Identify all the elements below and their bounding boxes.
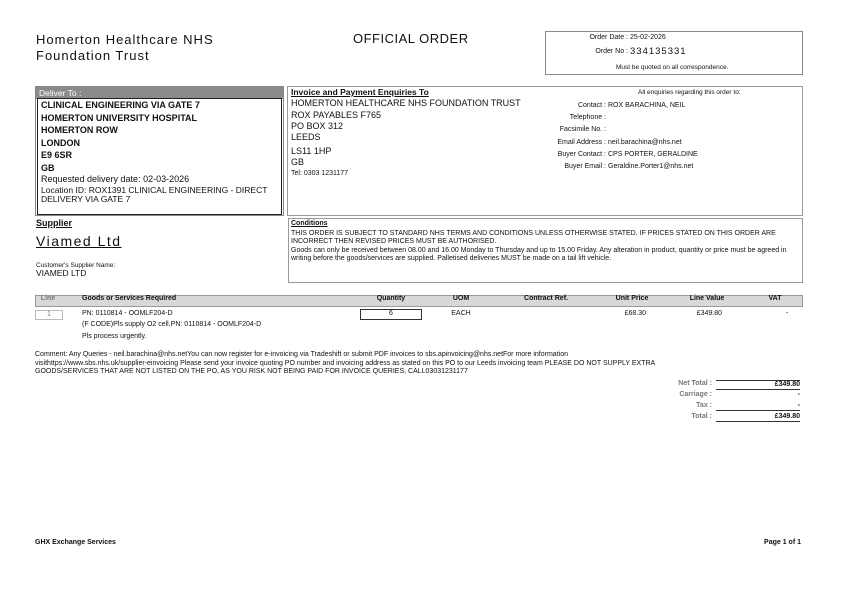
table-row-desc-3: Pls process urgently.: [82, 333, 147, 340]
total-label: Carriage :: [679, 391, 712, 398]
deliver-line: LONDON: [41, 137, 80, 148]
col-vat: VAT: [768, 295, 782, 302]
col-quantity: Quantity: [376, 295, 406, 302]
customer-supplier-name: VIAMED LTD: [36, 268, 87, 278]
enquiry-label: Email Address :: [557, 138, 606, 146]
enquiry-row: [528, 149, 798, 161]
table-row-desc-1: PN: 0110814 - OOMLF204-D: [82, 310, 173, 317]
totals: [620, 380, 801, 424]
deliver-line: HOMERTON UNIVERSITY HOSPITAL: [41, 112, 198, 123]
total-row: [620, 413, 801, 424]
enquiry-value: ROX BARACHINA, NEIL: [608, 102, 686, 109]
customer-supplier-label: Customer's Supplier Name:: [36, 262, 116, 269]
quote-note: Must be quoted on all correspondence.: [616, 64, 729, 71]
conditions-box: [288, 218, 803, 283]
total-value: -: [716, 402, 800, 411]
enquiry-row: [528, 137, 798, 149]
row-line-value: £349.80: [696, 310, 722, 317]
order-info-box: [545, 31, 803, 75]
col-line-value: Line Value: [689, 295, 725, 302]
enquiry-label: Facsimile No. :: [559, 126, 606, 134]
conditions-text-2: Goods can only be received between 08.00 and 16.00 Monday to Thursday and up to 15.00 Friday. Any alteration in product, quantity or price must be agreed in writing before the goods/services are supplied. Palletised deliveries MUST be made on a tail lift vehicle.: [291, 246, 787, 262]
enquiry-label: Telephone :: [569, 114, 606, 122]
footer-page-number: Page 1 of 1: [764, 539, 801, 546]
order-date-label: Order Date :: [589, 34, 628, 41]
order-number: 334135331: [630, 46, 687, 57]
deliver-line: HOMERTON ROW: [41, 125, 118, 135]
row-quantity: 6: [360, 309, 422, 320]
col-uom: UOM: [452, 295, 470, 302]
total-row: [620, 380, 801, 391]
enquiry-label: Buyer Email :: [564, 163, 606, 171]
enquiry-row: [528, 161, 798, 173]
enquiry-label: Buyer Contact :: [557, 150, 606, 158]
order-no-label: Order No :: [595, 48, 628, 55]
total-label: Tax :: [696, 402, 712, 409]
row-line-number: 1: [35, 310, 63, 320]
deliver-lines: [38, 99, 281, 174]
document-title: OFFICIAL ORDER: [353, 31, 469, 46]
conditions-text-1: THIS ORDER IS SUBJECT TO STANDARD NHS TERMS AND CONDITIONS UNLESS OTHERWISE STATED. IF PRICES STATED ON THIS ORDER ARE INCORRECT THEN REVISED PRICES MUST BE AUTHORISED.: [291, 229, 776, 245]
row-vat: -: [785, 310, 789, 317]
enquiry-row: [528, 100, 798, 112]
col-line: Line: [40, 295, 56, 302]
org-line-2: Foundation Trust: [36, 48, 150, 63]
enquiry-value: neil.barachina@nhs.net: [608, 138, 682, 146]
enquiries-header: All enquiries regarding this order to:: [638, 89, 741, 96]
conditions-header: Conditions: [291, 220, 328, 227]
org-line-1: Homerton Healthcare NHS: [36, 32, 214, 47]
deliver-line: E9 6SR: [41, 150, 73, 160]
col-unit-price: Unit Price: [615, 295, 649, 302]
enquiry-value: [606, 124, 608, 136]
total-value: -: [797, 391, 800, 398]
total-label: Net Total :: [678, 380, 712, 387]
deliver-to-header: Deliver To :: [36, 87, 283, 99]
invoice-line: LS11 1HP: [291, 146, 332, 156]
enquiries-list: [528, 100, 798, 173]
invoice-line: PO BOX 312: [291, 121, 344, 131]
enquiry-value: Geraldine.Porter1@nhs.net: [608, 163, 694, 171]
total-value: £349.80: [716, 380, 800, 390]
total-row: [620, 402, 801, 413]
deliver-line: GB: [41, 162, 55, 173]
order-comment: Comment: Any Queries - neil.barachina@nhs.netYou can now register for e-invoicing via Tradeshift or submit PDF invoices to sbs.apinvoicing@nhs.netFor more information visithttps://www.sbs.nhs.uk/supplier-einvoicing Please send your invoice quoting PO number and invoicing address as stated on this PO to our Leeds invoicing team PLEASE DO NOT SUPPLY EXTRA GOODS/SERVICES THAT ARE NOT LISTED ON THE PO, AS YOU RISK NOT BEING PAID FOR INVOICE QUERIES, CALL03031231177: [35, 351, 655, 375]
deliver-to-box: [35, 86, 284, 216]
invoice-header: Invoice and Payment Enquiries To: [291, 87, 429, 97]
invoice-line: LEEDS: [291, 132, 321, 142]
table-row-desc-2: (F CODE)Pls supply O2 cell.PN: 0110814 - OOMLF204-D: [82, 321, 262, 328]
invoice-tel: Tel: 0303 1231177: [291, 170, 349, 177]
order-date: 25-02-2026: [630, 34, 666, 41]
location-id: Location ID: ROX1391 CLINICAL ENGINEERING - DIRECT DELIVERY VIA GATE 7: [41, 185, 268, 204]
row-unit-price: £68.30: [624, 310, 646, 317]
invoice-box: [287, 86, 803, 216]
invoice-address: [291, 99, 531, 179]
requested-date: Requested delivery date: 02-03-2026: [41, 174, 190, 184]
invoice-line: GB: [291, 157, 305, 167]
enquiry-row: [528, 124, 798, 136]
enquiry-label: Contact :: [577, 102, 606, 109]
total-row: [620, 391, 801, 402]
invoice-line: ROX PAYABLES F765: [291, 110, 382, 120]
total-label: Total :: [691, 413, 712, 420]
deliver-address: [37, 98, 282, 215]
enquiry-row: [528, 112, 798, 124]
enquiry-value: [606, 112, 608, 124]
col-contract: Contract Ref.: [524, 295, 568, 302]
deliver-line: CLINICAL ENGINEERING VIA GATE 7: [41, 100, 200, 110]
supplier-header: Supplier: [36, 218, 73, 228]
total-value: £349.80: [716, 413, 800, 422]
footer-left: GHX Exchange Services: [35, 539, 116, 546]
invoice-line: HOMERTON HEALTHCARE NHS FOUNDATION TRUST: [291, 98, 521, 108]
col-goods: Goods or Services Required: [82, 295, 177, 302]
supplier-name: Viamed Ltd: [36, 233, 122, 249]
row-uom: EACH: [451, 310, 471, 317]
enquiry-value: CPS PORTER, GERALDINE: [608, 150, 698, 158]
organisation-name: [36, 32, 214, 64]
